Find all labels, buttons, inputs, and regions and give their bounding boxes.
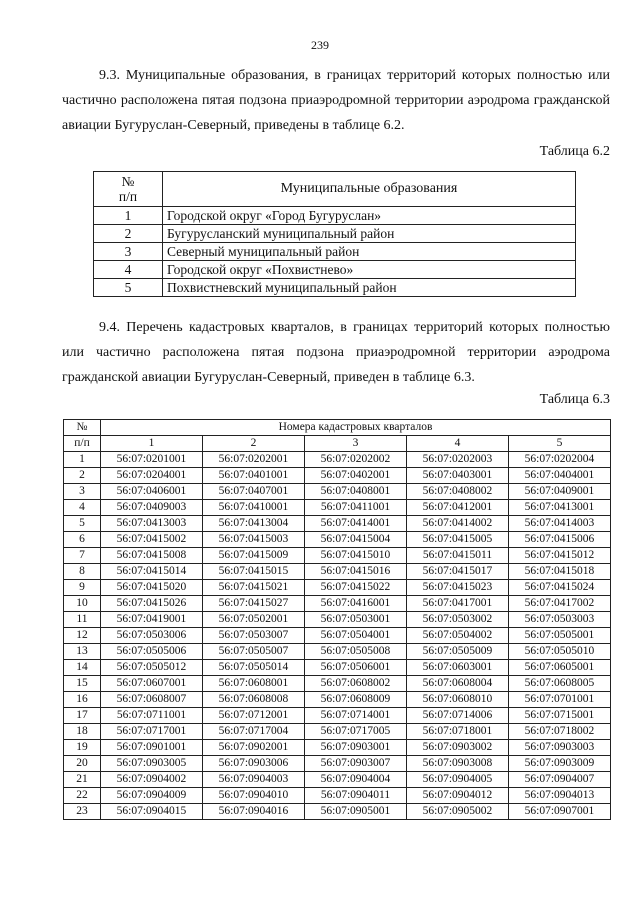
column-header: 1 [101, 436, 203, 452]
cadastral-number-cell: 56:07:0717005 [305, 724, 407, 740]
page-number: 239 [311, 38, 329, 52]
cadastral-number-cell: 56:07:0504002 [407, 628, 509, 644]
cadastral-number-cell: 56:07:0503001 [305, 612, 407, 628]
cadastral-number-cell: 56:07:0415006 [509, 532, 611, 548]
cadastral-number-cell: 56:07:0408002 [407, 484, 509, 500]
cadastral-number-cell: 56:07:0409001 [509, 484, 611, 500]
row-number: 2 [94, 225, 163, 243]
cadastral-number-cell: 56:07:0505012 [101, 660, 203, 676]
cadastral-number-cell: 56:07:0415016 [305, 564, 407, 580]
paragraph-9-4: 9.4. Перечень кадастровых кварталов, в границах территорий которых полностью или частично расположена пятая подзона приаэродромной территории аэродрома гражданской авиации Бугуруслан-Северный, приведен в таблице 6.3. [62, 320, 610, 385]
cadastral-number-cell: 56:07:0502001 [203, 612, 305, 628]
table-row [64, 804, 611, 820]
header-number-line2: п/п [118, 189, 138, 204]
cadastral-number-cell: 56:07:0505007 [203, 644, 305, 660]
cadastral-number-cell: 56:07:0411001 [305, 500, 407, 516]
row-number: 13 [64, 644, 101, 660]
cadastral-number-cell: 56:07:0415002 [101, 532, 203, 548]
cadastral-number-cell: 56:07:0715001 [509, 708, 611, 724]
cadastral-number-cell: 56:07:0415015 [203, 564, 305, 580]
cadastral-number-cell: 56:07:0901001 [101, 740, 203, 756]
row-number: 5 [64, 516, 101, 532]
cadastral-number-cell: 56:07:0416001 [305, 596, 407, 612]
header-number-line1: № [64, 420, 101, 436]
cadastral-number-cell: 56:07:0503006 [101, 628, 203, 644]
cadastral-number-cell: 56:07:0903006 [203, 756, 305, 772]
table-row [64, 788, 611, 804]
column-header: 3 [305, 436, 407, 452]
cadastral-number-cell: 56:07:0415022 [305, 580, 407, 596]
row-number: 1 [94, 207, 163, 225]
cadastral-number-cell: 56:07:0608009 [305, 692, 407, 708]
cadastral-number-cell: 56:07:0903001 [305, 740, 407, 756]
row-number: 17 [64, 708, 101, 724]
table-row [64, 628, 611, 644]
cadastral-number-cell: 56:07:0415024 [509, 580, 611, 596]
cadastral-number-cell: 56:07:0605001 [509, 660, 611, 676]
cadastral-number-cell: 56:07:0404001 [509, 468, 611, 484]
cadastral-number-cell: 56:07:0904004 [305, 772, 407, 788]
row-number: 19 [64, 740, 101, 756]
table-6-3-caption: Таблица 6.3 [539, 392, 610, 407]
column-header: 5 [509, 436, 611, 452]
cadastral-number-cell: 56:07:0415011 [407, 548, 509, 564]
cadastral-number-cell: 56:07:0717001 [101, 724, 203, 740]
cadastral-number-cell: 56:07:0415027 [203, 596, 305, 612]
table-row [64, 580, 611, 596]
row-number: 7 [64, 548, 101, 564]
cadastral-number-cell: 56:07:0904012 [407, 788, 509, 804]
paragraph-9-3: 9.3. Муниципальные образования, в границах территорий которых полностью или частично расположена пятая подзона приаэродромной территории аэродрома гражданской авиации Бугуруслан-Северный, приведены в таблице 6.2. [62, 68, 610, 133]
cadastral-number-cell: 56:07:0608007 [101, 692, 203, 708]
row-number: 3 [64, 484, 101, 500]
table-row [94, 261, 576, 279]
cadastral-number-cell: 56:07:0202002 [305, 452, 407, 468]
table-row [64, 452, 611, 468]
cadastral-number-cell: 56:07:0711001 [101, 708, 203, 724]
row-number: 4 [64, 500, 101, 516]
cadastral-number-cell: 56:07:0904005 [407, 772, 509, 788]
cadastral-number-cell: 56:07:0608008 [203, 692, 305, 708]
row-number: 18 [64, 724, 101, 740]
cadastral-number-cell: 56:07:0204001 [101, 468, 203, 484]
cadastral-number-cell: 56:07:0505010 [509, 644, 611, 660]
table-row [94, 225, 576, 243]
cadastral-number-cell: 56:07:0201001 [101, 452, 203, 468]
cadastral-number-cell: 56:07:0401001 [203, 468, 305, 484]
row-number: 9 [64, 580, 101, 596]
table-row [64, 548, 611, 564]
row-number: 3 [94, 243, 163, 261]
cadastral-number-cell: 56:07:0505014 [203, 660, 305, 676]
cadastral-number-cell: 56:07:0202001 [203, 452, 305, 468]
cadastral-number-cell: 56:07:0415021 [203, 580, 305, 596]
cadastral-number-cell: 56:07:0413003 [101, 516, 203, 532]
row-number: 11 [64, 612, 101, 628]
municipality-name: Похвистневский муниципальный район [163, 279, 576, 297]
cadastral-number-cell: 56:07:0717004 [203, 724, 305, 740]
cadastral-number-cell: 56:07:0608005 [509, 676, 611, 692]
cadastral-number-cell: 56:07:0608001 [203, 676, 305, 692]
table-row [64, 692, 611, 708]
cadastral-number-cell: 56:07:0410001 [203, 500, 305, 516]
cadastral-number-cell: 56:07:0412001 [407, 500, 509, 516]
cadastral-number-cell: 56:07:0903007 [305, 756, 407, 772]
column-header: 4 [407, 436, 509, 452]
cadastral-number-cell: 56:07:0905002 [407, 804, 509, 820]
cadastral-number-cell: 56:07:0701001 [509, 692, 611, 708]
cadastral-number-cell: 56:07:0415005 [407, 532, 509, 548]
table-row [64, 772, 611, 788]
table-row [64, 660, 611, 676]
cadastral-number-cell: 56:07:0904016 [203, 804, 305, 820]
table-row [64, 740, 611, 756]
municipality-name: Городской округ «Похвистнево» [163, 261, 576, 279]
municipalities-table [93, 171, 576, 297]
table-row [64, 516, 611, 532]
cadastral-number-cell: 56:07:0414003 [509, 516, 611, 532]
cadastral-number-cell: 56:07:0415014 [101, 564, 203, 580]
table-row [64, 724, 611, 740]
row-number: 14 [64, 660, 101, 676]
row-number: 23 [64, 804, 101, 820]
cadastral-number-cell: 56:07:0904015 [101, 804, 203, 820]
cadastral-number-cell: 56:07:0415018 [509, 564, 611, 580]
cadastral-number-cell: 56:07:0415010 [305, 548, 407, 564]
cadastral-number-cell: 56:07:0607001 [101, 676, 203, 692]
municipality-name: Бугурусланский муниципальный район [163, 225, 576, 243]
cadastral-number-cell: 56:07:0505008 [305, 644, 407, 660]
cadastral-number-cell: 56:07:0417002 [509, 596, 611, 612]
cadastral-number-cell: 56:07:0903008 [407, 756, 509, 772]
cadastral-number-cell: 56:07:0506001 [305, 660, 407, 676]
table-row [64, 676, 611, 692]
table-row [94, 279, 576, 297]
cadastral-number-cell: 56:07:0415026 [101, 596, 203, 612]
table-row [94, 243, 576, 261]
cadastral-number-cell: 56:07:0904009 [101, 788, 203, 804]
row-number: 21 [64, 772, 101, 788]
cadastral-number-cell: 56:07:0413001 [509, 500, 611, 516]
cadastral-number-cell: 56:07:0904003 [203, 772, 305, 788]
cadastral-number-cell: 56:07:0608010 [407, 692, 509, 708]
cadastral-number-cell: 56:07:0409003 [101, 500, 203, 516]
table-row [64, 708, 611, 724]
table-header-row [64, 420, 611, 436]
cadastral-number-cell: 56:07:0503007 [203, 628, 305, 644]
row-number: 6 [64, 532, 101, 548]
row-number: 20 [64, 756, 101, 772]
cadastral-number-cell: 56:07:0415009 [203, 548, 305, 564]
row-number: 22 [64, 788, 101, 804]
cadastral-number-cell: 56:07:0505009 [407, 644, 509, 660]
cadastral-number-cell: 56:07:0419001 [101, 612, 203, 628]
cadastral-number-cell: 56:07:0714006 [407, 708, 509, 724]
cadastral-number-cell: 56:07:0202004 [509, 452, 611, 468]
cadastral-number-cell: 56:07:0408001 [305, 484, 407, 500]
column-header: 2 [203, 436, 305, 452]
municipality-name: Северный муниципальный район [163, 243, 576, 261]
cadastral-number-cell: 56:07:0504001 [305, 628, 407, 644]
table-row [94, 207, 576, 225]
row-number: 2 [64, 468, 101, 484]
cadastral-number-cell: 56:07:0415017 [407, 564, 509, 580]
cadastral-number-cell: 56:07:0603001 [407, 660, 509, 676]
table-6-2-caption: Таблица 6.2 [539, 144, 610, 159]
cadastral-number-cell: 56:07:0905001 [305, 804, 407, 820]
row-number: 10 [64, 596, 101, 612]
table-row [64, 564, 611, 580]
cadastral-number-cell: 56:07:0503003 [509, 612, 611, 628]
cadastral-number-cell: 56:07:0414002 [407, 516, 509, 532]
cadastral-number-cell: 56:07:0718002 [509, 724, 611, 740]
header-municipalities: Муниципальные образования [163, 172, 576, 207]
cadastral-number-cell: 56:07:0503002 [407, 612, 509, 628]
header-number [94, 172, 163, 207]
cadastral-number-cell: 56:07:0415004 [305, 532, 407, 548]
row-number: 5 [94, 279, 163, 297]
header-number-line2: п/п [64, 436, 101, 452]
cadastral-number-cell: 56:07:0903005 [101, 756, 203, 772]
row-number: 1 [64, 452, 101, 468]
cadastral-number-cell: 56:07:0904002 [101, 772, 203, 788]
cadastral-number-cell: 56:07:0415012 [509, 548, 611, 564]
table-row [64, 532, 611, 548]
cadastral-number-cell: 56:07:0505006 [101, 644, 203, 660]
row-number: 12 [64, 628, 101, 644]
table-header-row [94, 172, 576, 207]
cadastral-number-cell: 56:07:0907001 [509, 804, 611, 820]
row-number: 4 [94, 261, 163, 279]
cadastral-number-cell: 56:07:0904013 [509, 788, 611, 804]
table-row [64, 484, 611, 500]
cadastral-number-cell: 56:07:0403001 [407, 468, 509, 484]
cadastral-number-cell: 56:07:0608002 [305, 676, 407, 692]
cadastral-number-cell: 56:07:0903003 [509, 740, 611, 756]
cadastral-number-cell: 56:07:0903009 [509, 756, 611, 772]
header-number-line1: № [121, 174, 135, 189]
cadastral-number-cell: 56:07:0202003 [407, 452, 509, 468]
table-row [64, 612, 611, 628]
row-number: 15 [64, 676, 101, 692]
cadastral-number-cell: 56:07:0505001 [509, 628, 611, 644]
cadastral-number-cell: 56:07:0414001 [305, 516, 407, 532]
table-row [64, 500, 611, 516]
cadastral-number-cell: 56:07:0415020 [101, 580, 203, 596]
table-row [64, 644, 611, 660]
cadastral-number-cell: 56:07:0413004 [203, 516, 305, 532]
table-column-header-row [64, 436, 611, 452]
cadastral-number-cell: 56:07:0902001 [203, 740, 305, 756]
cadastral-number-cell: 56:07:0904010 [203, 788, 305, 804]
cadastral-number-cell: 56:07:0712001 [203, 708, 305, 724]
cadastral-number-cell: 56:07:0415008 [101, 548, 203, 564]
cadastral-number-cell: 56:07:0415023 [407, 580, 509, 596]
cadastral-quarters-table [63, 419, 611, 820]
row-number: 8 [64, 564, 101, 580]
header-group: Номера кадастровых кварталов [101, 420, 611, 436]
cadastral-number-cell: 56:07:0407001 [203, 484, 305, 500]
cadastral-number-cell: 56:07:0417001 [407, 596, 509, 612]
municipality-name: Городской округ «Город Бугуруслан» [163, 207, 576, 225]
cadastral-number-cell: 56:07:0903002 [407, 740, 509, 756]
cadastral-number-cell: 56:07:0406001 [101, 484, 203, 500]
cadastral-number-cell: 56:07:0402001 [305, 468, 407, 484]
row-number: 16 [64, 692, 101, 708]
table-row [64, 468, 611, 484]
cadastral-number-cell: 56:07:0714001 [305, 708, 407, 724]
cadastral-number-cell: 56:07:0415003 [203, 532, 305, 548]
cadastral-number-cell: 56:07:0904007 [509, 772, 611, 788]
cadastral-number-cell: 56:07:0904011 [305, 788, 407, 804]
cadastral-number-cell: 56:07:0718001 [407, 724, 509, 740]
table-row [64, 596, 611, 612]
table-row [64, 756, 611, 772]
cadastral-number-cell: 56:07:0608004 [407, 676, 509, 692]
